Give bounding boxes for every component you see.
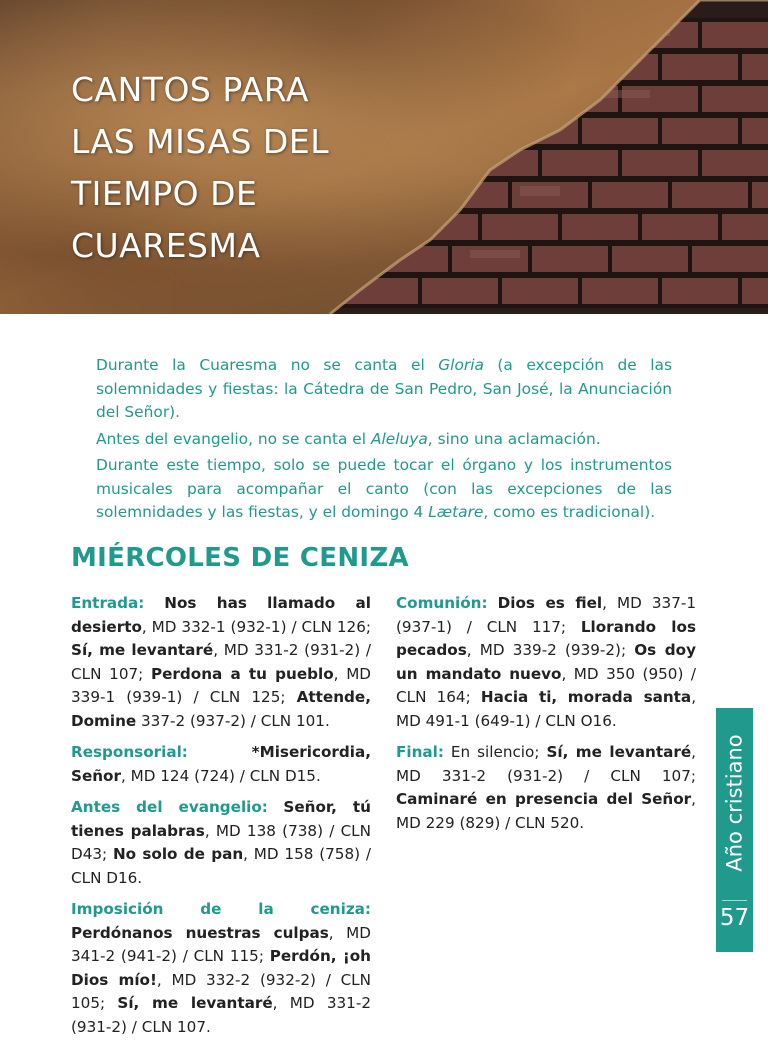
entry-imposicion <box>71 898 371 1039</box>
side-tab-label-wrap <box>716 708 753 898</box>
responsorial-label: Responsorial: <box>71 743 188 761</box>
final-label: Final: <box>396 743 444 761</box>
song-reference: , MD 350 (950) / CLN 164; <box>396 664 696 706</box>
song-reference: , MD 331-2 (931-2) / CLN 107; <box>71 641 371 683</box>
intro-p2-emphasis: Aleluya <box>370 429 428 448</box>
side-tab-divider <box>722 900 747 901</box>
intro-p2-text-a: Antes del evangelio, no se canta el <box>96 429 371 448</box>
song-title: *Misericordia, Señor <box>71 743 371 785</box>
song-title: Os doy un mandato nuevo <box>396 641 696 683</box>
song-title: Perdona a tu pueblo <box>150 664 334 683</box>
imposicion-label: Imposición de la ceniza: <box>71 900 371 918</box>
intro-paragraph-1 <box>96 354 672 425</box>
side-tab-label: Año cristiano <box>722 734 747 872</box>
comunion-label: Comunión: <box>396 594 488 612</box>
song-reference: , MD 332-2 (932-2) / CLN 105; <box>71 970 372 1012</box>
entry-antes-evangelio <box>71 796 371 890</box>
song-title: Sí, me levantaré <box>117 994 273 1012</box>
entry-final <box>396 741 696 835</box>
title-line-1: CANTOS PARA <box>71 70 309 109</box>
entry-responsorial <box>71 741 371 788</box>
song-reference: , MD 332-1 (932-1) / CLN 126; <box>141 617 371 636</box>
song-title: Nos has llamado al desierto <box>71 594 371 636</box>
intro-p1-text-b: (a excepción de las solemnidades y fiestas: la Cátedra de San Pedro, San José, la Anunciación del Señor). <box>96 356 672 421</box>
song-title: Attende, Domine <box>71 688 371 730</box>
song-title: Señor, tú tienes palabras <box>71 798 371 840</box>
header-banner <box>0 0 768 314</box>
song-reference: , MD 341-2 (941-2) / CLN 115; <box>71 923 371 965</box>
page-title <box>71 64 431 272</box>
song-title: Caminaré en presencia del Señor <box>396 790 692 808</box>
song-reference: , MD 138 (738) / CLN D43; <box>71 821 371 863</box>
song-title: Hacia ti, morada santa <box>480 688 692 706</box>
song-title: Sí, me levantaré <box>546 743 692 761</box>
page-number: 57 <box>719 905 750 931</box>
song-reference: En silencio; <box>443 743 547 761</box>
title-line-4: CUARESMA <box>71 226 261 265</box>
title-line-2: LAS MISAS DEL <box>71 122 330 161</box>
song-reference: , MD 124 (724) / CLN D15. <box>120 766 321 785</box>
intro-p3-text-b: , como es tradicional). <box>483 503 656 521</box>
section-heading: MIÉRCOLES DE CENIZA <box>71 543 409 573</box>
song-reference: , MD 491-1 (649-1) / CLN O16. <box>396 688 697 730</box>
song-reference: , MD 339-1 (939-1) / CLN 125; <box>71 664 371 706</box>
intro-paragraph-2 <box>96 428 672 452</box>
intro-p1-emphasis: Gloria <box>438 356 484 374</box>
song-reference: , MD 337-1 (937-1) / CLN 117; <box>396 594 696 636</box>
intro-p1-text-a: Durante la Cuaresma no se canta el <box>96 356 439 374</box>
antes-evangelio-label: Antes del evangelio: <box>71 798 268 816</box>
song-title: Llorando los pecados <box>396 617 696 659</box>
intro-p2-text-b: , sino una aclamación. <box>427 429 601 448</box>
intro-p3-text-a: Durante este tiempo, solo se puede tocar el órgano y los instrumentos musicales para acompañar el canto (con las excepciones de las solemnidades y las fiestas, y el domingo 4 <box>96 456 672 521</box>
song-reference: , MD 331-2 (931-2) / CLN 107. <box>71 994 371 1036</box>
entrada-label: Entrada: <box>71 594 145 612</box>
song-title: Perdón, ¡oh Dios mío! <box>71 947 371 989</box>
entry-comunion <box>396 592 696 733</box>
song-reference: 337-2 (937-2) / CLN 101. <box>136 711 330 730</box>
left-column <box>71 592 371 1047</box>
song-reference: , MD 339-2 (939-2); <box>466 641 635 659</box>
intro-text <box>96 354 672 528</box>
right-column <box>396 592 696 843</box>
song-reference: , MD 158 (758) / CLN D16. <box>71 845 371 887</box>
intro-p3-emphasis: Lætare <box>428 503 484 521</box>
title-line-3: TIEMPO DE <box>71 174 258 213</box>
song-title: Dios es fiel <box>497 594 603 612</box>
intro-paragraph-3 <box>96 454 672 525</box>
song-title: Perdónanos nuestras culpas <box>71 923 329 942</box>
song-reference: , MD 229 (829) / CLN 520. <box>396 790 696 832</box>
song-reference: , MD 331-2 (931-2) / CLN 107; <box>396 743 696 785</box>
entry-entrada <box>71 592 371 733</box>
song-title: Sí, me levantaré <box>71 641 214 659</box>
song-title: No solo de pan <box>112 845 244 863</box>
